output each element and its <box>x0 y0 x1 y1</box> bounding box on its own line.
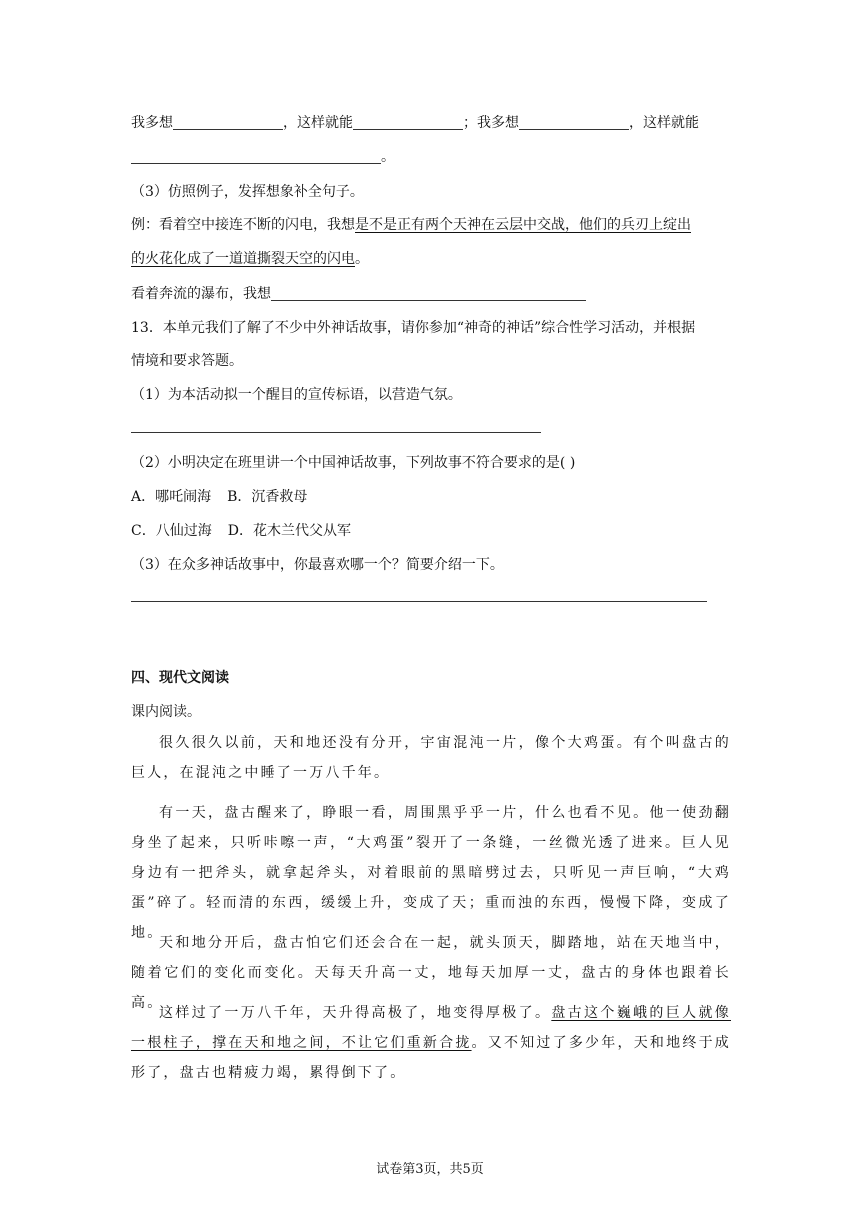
section-heading: 四、现代文阅读 <box>131 670 229 686</box>
reading-paragraph-2: 有一天，盘古醒来了，睁眼一看，周围黑乎乎一片，什么也看不见。他一使劲翻身坐了起来，只听咔嚓一声，“大鸡蛋”裂开了一条缝，一丝微光透了进来。巨人见身边有一把斧头，就拿起斧头，对着眼前的黑暗劈过去，只听见一声巨响，“大鸡蛋”碎了。轻而清的东西，缓缓上升，变成了天；重而浊的东西，慢慢下降，变成了地。 <box>131 805 731 941</box>
q13-sub1: （1）为本活动拟一个醒目的宣传标语，以营造气氛。 <box>131 387 462 403</box>
q12-waterfall-line <box>131 283 586 303</box>
answer-blank[interactable] <box>173 113 283 130</box>
answer-line[interactable] <box>131 601 707 602</box>
q13-options-row-1 <box>131 486 307 506</box>
option-a[interactable]: A．哪吒闹海 <box>131 489 212 505</box>
reading-paragraph-1: 很久很久以前，天和地还没有分开，宇宙混沌一片，像个大鸡蛋。有个叫盘古的巨人，在混沌之中睡了一万八千年。 <box>131 735 731 781</box>
answer-line[interactable] <box>131 432 541 433</box>
waterfall-prompt: 看着奔流的瀑布，我想 <box>131 286 271 302</box>
para4-text: 。又不知过了多少年，天和地终于成形了，盘古也精疲力竭，累得倒下了。 <box>131 1035 731 1081</box>
example-end: 。 <box>355 251 369 267</box>
q12-text: ，这样就能 <box>629 115 699 131</box>
q13-sub2: （2）小明决定在班里讲一个中国神话故事，下列故事不符合要求的是( ) <box>131 455 576 471</box>
example-underlined: 的火花化成了一道道撕裂天空的闪电 <box>131 251 355 267</box>
q13-options-row-2 <box>131 520 351 540</box>
example-underlined: 是不是正有两个天神在云层中交战，他们的兵刃上绽出 <box>355 217 691 233</box>
para4-text: 这样过了一万八千年，天升得高极了，地变得厚极了。 <box>159 1005 552 1021</box>
q12-fill-line-2 <box>131 146 395 166</box>
option-b[interactable]: B．沉香救母 <box>227 489 308 505</box>
option-c[interactable]: C．八仙过海 <box>131 523 212 539</box>
answer-blank[interactable] <box>131 147 381 164</box>
q12-sub3-title: （3）仿照例子，发挥想象补全句子。 <box>131 184 364 200</box>
q12-text: 。 <box>381 149 395 165</box>
option-d[interactable]: D．花木兰代父从军 <box>227 523 351 539</box>
answer-blank[interactable] <box>353 113 463 130</box>
page-footer: 试卷第3页，共5页 <box>376 1162 484 1177</box>
q12-example-line-1 <box>131 214 691 234</box>
example-prefix: 例：看着空中接连不断的闪电，我想 <box>131 217 355 233</box>
q12-text: ，这样就能 <box>283 115 353 131</box>
q13-title-line-2: 情境和要求答题。 <box>131 353 243 369</box>
para4-underlined: 盘古这个巍峨的巨人就像一根柱子，撑在天和地之间，不让它们重新合拢 <box>131 1005 731 1051</box>
reading-paragraph-4 <box>131 998 731 1088</box>
q13-title-line-1: 13．本单元我们了解了不少中外神话故事，请你参加“神奇的神话”综合性学习活动，并根据 <box>131 320 696 336</box>
q13-sub3: （3）在众多神话故事中，你最喜欢哪一个？简要介绍一下。 <box>131 557 504 573</box>
answer-blank[interactable] <box>519 113 629 130</box>
q12-example-line-2 <box>131 248 369 268</box>
reading-paragraph-3: 天和地分开后，盘古怕它们还会合在一起，就头顶天，脚踏地，站在天地当中，随着它们的变化而变化。天每天升高一丈，地每天加厚一丈，盘古的身体也跟着长高。 <box>131 935 731 1011</box>
answer-blank[interactable] <box>271 284 586 301</box>
q12-text: ；我多想 <box>463 115 519 131</box>
q12-text: 我多想 <box>131 115 173 131</box>
q12-fill-line-1 <box>131 112 699 132</box>
section-intro: 课内阅读。 <box>131 704 201 720</box>
